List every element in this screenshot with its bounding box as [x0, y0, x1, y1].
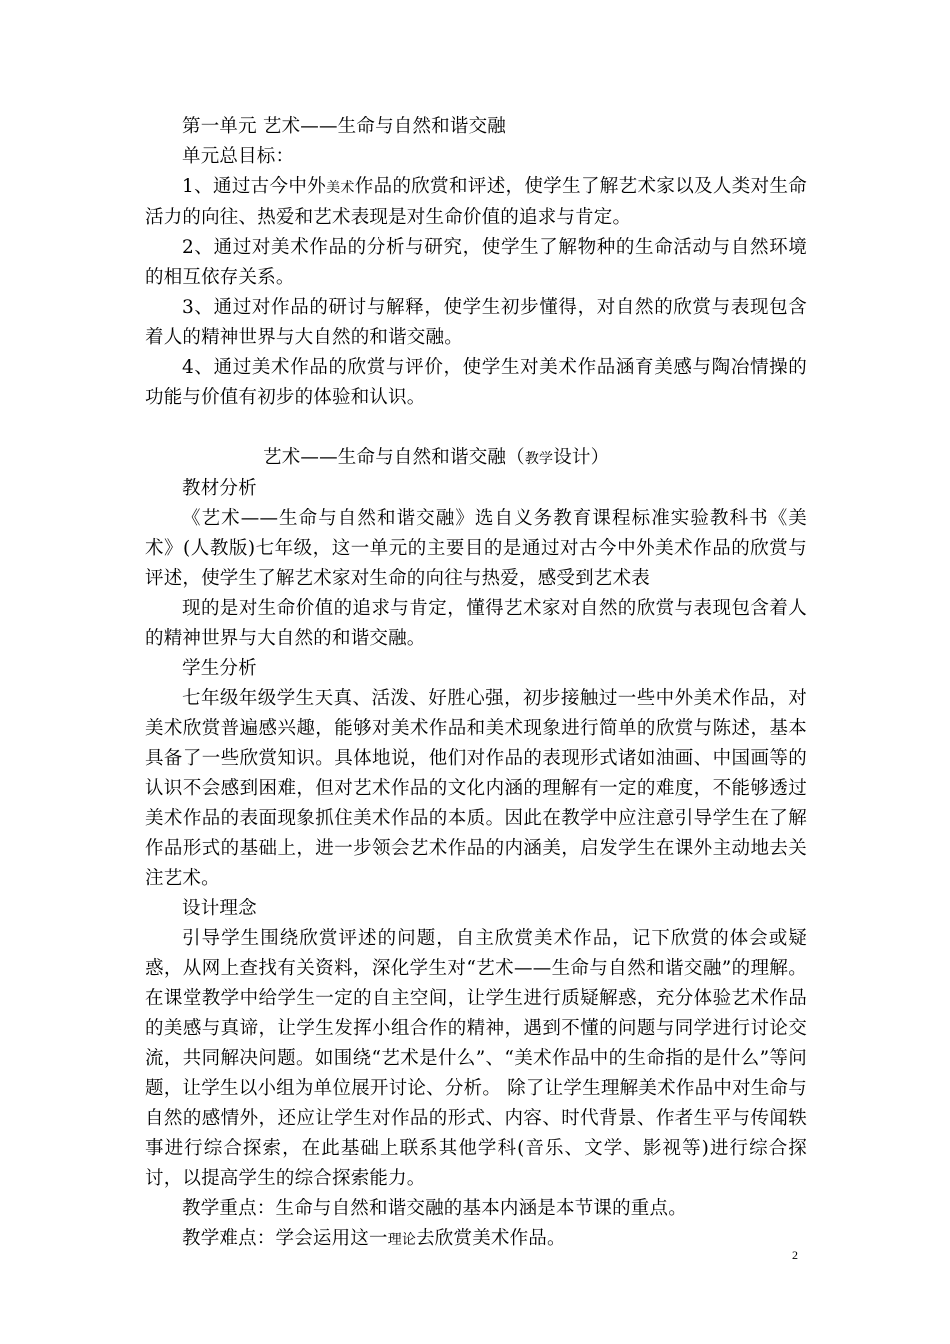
difficulty-text-b: 去欣赏美术作品。 [416, 1228, 566, 1249]
design-title-small-text: 教学 [524, 451, 554, 467]
goals-heading: 单元总目标： [182, 146, 295, 167]
textbook-heading: 教材分析 [182, 478, 257, 499]
concept-heading: 设计理念 [182, 898, 257, 919]
goal-4: 4、通过美术作品的欣赏与评价，使学生对美术作品涵育美感与陶冶情操的功能与价值有初步的体验和认识。 [145, 357, 807, 408]
key-point: 教学重点：生命与自然和谐交融的基本内涵是本节课的重点。 [182, 1198, 687, 1219]
difficulty-text-a: 教学难点：学会运用这一 [182, 1228, 388, 1249]
goal-1-text-a: 1、通过古今中外 [182, 176, 327, 197]
goal-3: 3、通过对作品的研讨与解释，使学生初步懂得，对自然的欣赏与表现包含着人的精神世界与大自然的和谐交融。 [145, 297, 807, 348]
unit-title: 第一单元 艺术——生命与自然和谐交融 [182, 116, 506, 137]
difficulty-point [145, 1224, 807, 1255]
textbook-paragraph-2: 现的是对生命价值的追求与肯定，懂得艺术家对自然的欣赏与表现包含着人的精神世界与大自然的和谐交融。 [145, 598, 807, 649]
students-paragraph: 七年级年级学生天真、活泼、好胜心强，初步接触过一些中外美术作品，对美术欣赏普遍感兴趣，能够对美术作品和美术现象进行简单的欣赏与陈述，基本具备了一些欣赏知识。具体地说，他们对作品的表现形式诸如油画、中国画等的认识不会感到困难，但对艺术作品的文化内涵的理解有一定的难度，不能够透过美术作品的表面现象抓住美术作品的本质。因此在教学中应注意引导学生在了解作品形式的基础上，进一步领会艺术作品的内涵美，启发学生在课外主动地去关注艺术。 [145, 688, 807, 889]
design-title [145, 443, 807, 474]
section-gap [145, 413, 807, 443]
difficulty-small-text: 理论 [387, 1232, 417, 1248]
students-heading: 学生分析 [182, 658, 257, 679]
design-title-text-a: 艺术——生命与自然和谐交融（ [263, 447, 525, 468]
goal-1-text-b: 作品的欣赏和评述，使学生了解艺术家以及人类对生命活力的向往、热爱和艺术表现是对生命价值的追求与肯定。 [145, 176, 807, 228]
goal-2: 2、通过对美术作品的分析与研究，使学生了解物种的生命活动与自然环境的相互依存关系。 [145, 237, 807, 288]
goal-1-small-text: 美术 [326, 180, 355, 196]
page-content [145, 112, 807, 1255]
goal-1 [145, 172, 807, 233]
textbook-paragraph-1: 《艺术——生命与自然和谐交融》选自义务教育课程标准实验教科书《美术》(人教版)七年级，这一单元的主要目的是通过对古今中外美术作品的欣赏与评述，使学生了解艺术家对生命的向往与热爱，感受到艺术表 [145, 508, 807, 589]
design-title-text-b: 设计） [553, 447, 610, 468]
concept-paragraph: 引导学生围绕欣赏评述的问题，自主欣赏美术作品，记下欣赏的体会或疑惑，从网上查找有关资料，深化学生对“艺术——生命与自然和谐交融”的理解。在课堂教学中给学生一定的自主空间，让学生进行质疑解惑，充分体验艺术作品的美感与真谛，让学生发挥小组合作的精神，遇到不懂的问题与同学进行讨论交流，共同解决问题。如围绕“艺术是什么”、“美术作品中的生命指的是什么”等问题，让学生以小组为单位展开讨论、分析。 除了让学生理解美术作品中对生命与自然的感情外，还应让学生对作品的形式、内容、时代背景、作者生平与传闻轶事进行综合探索，在此基础上联系其他学科(音乐、文学、影视等)进行综合探讨，以提高学生的综合探索能力。 [145, 928, 807, 1189]
page-number: 2 [792, 1248, 798, 1262]
